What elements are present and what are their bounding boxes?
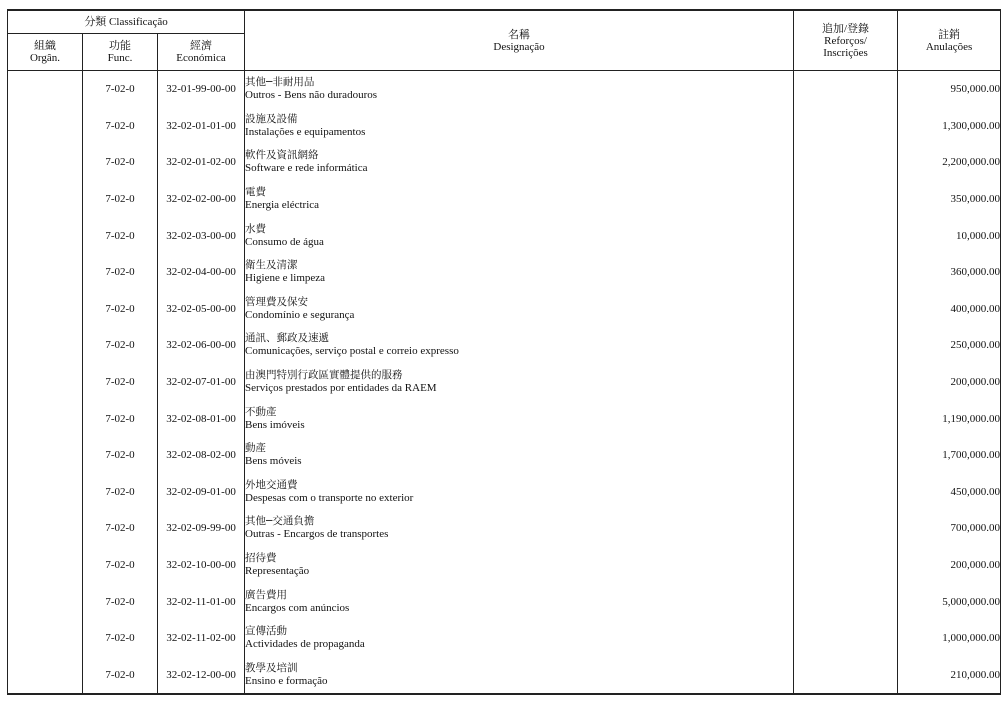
designation-zh: 通訊、郵政及速遞: [245, 332, 330, 345]
designation-cell: [245, 437, 794, 474]
organ-cell: [8, 291, 83, 328]
designation-cell: [245, 400, 794, 437]
table-row: [8, 217, 1001, 254]
designation-pt: Outras - Encargos de transportes: [245, 528, 389, 541]
organ-cell: [8, 364, 83, 401]
table-row: [8, 108, 1001, 145]
func-cell: 7-02-0: [83, 181, 158, 218]
organ-cell: [8, 108, 83, 145]
econ-code-cell: 32-02-01-01-00: [158, 108, 245, 145]
econ-code-cell: 32-02-02-00-00: [158, 181, 245, 218]
econ-code-cell: 32-02-05-00-00: [158, 291, 245, 328]
designation-zh: 其他─交通負擔: [245, 515, 315, 528]
reinforcement-cell: [794, 144, 898, 181]
table-header: [8, 10, 1001, 71]
budget-table: [7, 9, 1001, 695]
designation-cell: [245, 181, 794, 218]
designation-zh: 招待費: [245, 552, 277, 565]
reinforcement-cell: [794, 437, 898, 474]
table-row: [8, 144, 1001, 181]
annulment-amount: 450,000.00: [898, 474, 1001, 511]
reinforcement-cell: [794, 108, 898, 145]
designation-cell: [245, 547, 794, 584]
reinforcement-cell: [794, 620, 898, 657]
func-cell: 7-02-0: [83, 291, 158, 328]
econ-code-cell: 32-02-03-00-00: [158, 217, 245, 254]
econ-header: 經濟 Económica: [158, 34, 245, 71]
designation-cell: [245, 144, 794, 181]
reinforcements-header: 追加/登錄 Reforços/ Inscrições: [794, 10, 898, 71]
organ-cell: [8, 254, 83, 291]
func-cell: 7-02-0: [83, 254, 158, 291]
designation-pt: Bens móveis: [245, 455, 302, 468]
func-cell: 7-02-0: [83, 510, 158, 547]
func-cell: 7-02-0: [83, 364, 158, 401]
econ-code-cell: 32-02-06-00-00: [158, 327, 245, 364]
reinforcement-cell: [794, 657, 898, 695]
designation-pt: Representação: [245, 565, 310, 578]
annulment-amount: 360,000.00: [898, 254, 1001, 291]
designation-pt: Serviços prestados por entidades da RAEM: [245, 382, 437, 395]
organ-cell: [8, 583, 83, 620]
designation-zh: 管理費及保安: [245, 295, 309, 308]
designation-header: 名稱 Designação: [245, 10, 794, 71]
annulment-amount: 1,700,000.00: [898, 437, 1001, 474]
table-body: [8, 71, 1001, 695]
reinforcement-cell: [794, 400, 898, 437]
table-row: [8, 510, 1001, 547]
func-cell: 7-02-0: [83, 71, 158, 108]
organ-cell: [8, 181, 83, 218]
func-cell: 7-02-0: [83, 437, 158, 474]
econ-code-cell: 32-02-01-02-00: [158, 144, 245, 181]
econ-code-cell: 32-02-04-00-00: [158, 254, 245, 291]
classification-header: 分類 Classificação: [8, 10, 245, 34]
designation-pt: Encargos com anúncios: [245, 601, 350, 614]
annulment-amount: 250,000.00: [898, 327, 1001, 364]
designation-zh: 水費: [245, 222, 267, 235]
annulment-amount: 2,200,000.00: [898, 144, 1001, 181]
designation-cell: [245, 620, 794, 657]
designation-cell: [245, 71, 794, 108]
organ-cell: [8, 71, 83, 108]
annulment-amount: 350,000.00: [898, 181, 1001, 218]
designation-cell: [245, 583, 794, 620]
econ-code-cell: 32-02-08-02-00: [158, 437, 245, 474]
annulment-amount: 5,000,000.00: [898, 583, 1001, 620]
annulment-amount: 200,000.00: [898, 547, 1001, 584]
designation-pt: Condomínio e segurança: [245, 308, 355, 321]
table-row: [8, 291, 1001, 328]
designation-pt: Higiene e limpeza: [245, 272, 326, 285]
organ-cell: [8, 657, 83, 695]
designation-cell: [245, 364, 794, 401]
table-row: [8, 474, 1001, 511]
annulment-amount: 10,000.00: [898, 217, 1001, 254]
designation-pt: Bens imóveis: [245, 418, 305, 431]
designation-pt: Instalações e equipamentos: [245, 125, 366, 138]
designation-pt: Consumo de água: [245, 235, 324, 248]
econ-code-cell: 32-02-11-02-00: [158, 620, 245, 657]
reinforcement-cell: [794, 291, 898, 328]
annulment-amount: 1,190,000.00: [898, 400, 1001, 437]
func-cell: 7-02-0: [83, 327, 158, 364]
func-cell: 7-02-0: [83, 620, 158, 657]
annulment-amount: 400,000.00: [898, 291, 1001, 328]
organ-cell: [8, 547, 83, 584]
designation-zh: 衛生及清潔: [245, 259, 298, 272]
econ-code-cell: 32-01-99-00-00: [158, 71, 245, 108]
annulment-amount: 1,000,000.00: [898, 620, 1001, 657]
designation-zh: 電費: [245, 186, 267, 199]
table-row: [8, 620, 1001, 657]
table-row: [8, 71, 1001, 108]
designation-cell: [245, 327, 794, 364]
table-row: [8, 657, 1001, 695]
reinforcement-cell: [794, 327, 898, 364]
annulment-amount: 210,000.00: [898, 657, 1001, 695]
annulment-amount: 700,000.00: [898, 510, 1001, 547]
organ-cell: [8, 217, 83, 254]
func-cell: 7-02-0: [83, 657, 158, 695]
designation-cell: [245, 474, 794, 511]
designation-cell: [245, 657, 794, 695]
table-row: [8, 547, 1001, 584]
designation-zh: 不動產: [245, 405, 277, 418]
annulment-amount: 950,000.00: [898, 71, 1001, 108]
designation-pt: Despesas com o transporte no exterior: [245, 491, 414, 504]
designation-zh: 其他─非耐用品: [245, 76, 315, 89]
organ-cell: [8, 144, 83, 181]
reinforcement-cell: [794, 181, 898, 218]
econ-code-cell: 32-02-10-00-00: [158, 547, 245, 584]
annulments-header: 註銷 Anulações: [898, 10, 1001, 71]
func-cell: 7-02-0: [83, 217, 158, 254]
func-cell: 7-02-0: [83, 144, 158, 181]
func-cell: 7-02-0: [83, 474, 158, 511]
econ-code-cell: 32-02-08-01-00: [158, 400, 245, 437]
organ-cell: [8, 327, 83, 364]
designation-zh: 設施及設備: [245, 112, 298, 125]
func-cell: 7-02-0: [83, 547, 158, 584]
designation-zh: 教學及培訓: [245, 661, 298, 674]
designation-zh: 宣傳活動: [245, 625, 288, 638]
organ-cell: [8, 474, 83, 511]
table-row: [8, 583, 1001, 620]
econ-code-cell: 32-02-11-01-00: [158, 583, 245, 620]
designation-pt: Energia eléctrica: [245, 199, 320, 212]
reinforcement-cell: [794, 217, 898, 254]
designation-zh: 動產: [245, 442, 267, 455]
reinforcement-cell: [794, 510, 898, 547]
organ-cell: [8, 400, 83, 437]
organ-header: 組織 Orgân.: [8, 34, 83, 71]
designation-pt: Actividades de propaganda: [245, 638, 365, 651]
reinforcement-cell: [794, 364, 898, 401]
econ-code-cell: 32-02-07-01-00: [158, 364, 245, 401]
table-row: [8, 181, 1001, 218]
designation-zh: 外地交通費: [245, 478, 298, 491]
designation-pt: Comunicações, serviço postal e correio expresso: [245, 345, 459, 358]
designation-cell: [245, 291, 794, 328]
table-row: [8, 364, 1001, 401]
designation-zh: 軟件及資訊網絡: [245, 149, 319, 162]
econ-code-cell: 32-02-09-99-00: [158, 510, 245, 547]
reinforcement-cell: [794, 547, 898, 584]
func-cell: 7-02-0: [83, 400, 158, 437]
designation-cell: [245, 108, 794, 145]
func-header: 功能 Func.: [83, 34, 158, 71]
econ-code-cell: 32-02-09-01-00: [158, 474, 245, 511]
reinforcement-cell: [794, 583, 898, 620]
func-cell: 7-02-0: [83, 108, 158, 145]
annulment-amount: 1,300,000.00: [898, 108, 1001, 145]
organ-cell: [8, 510, 83, 547]
organ-cell: [8, 620, 83, 657]
designation-zh: 由澳門特別行政區實體提供的服務: [245, 369, 403, 382]
econ-code-cell: 32-02-12-00-00: [158, 657, 245, 695]
reinforcement-cell: [794, 71, 898, 108]
designation-cell: [245, 510, 794, 547]
table-row: [8, 437, 1001, 474]
designation-pt: Ensino e formação: [245, 674, 328, 687]
designation-pt: Outros - Bens não duradouros: [245, 89, 378, 102]
designation-pt: Software e rede informática: [245, 162, 368, 175]
table-row: [8, 327, 1001, 364]
designation-cell: [245, 254, 794, 291]
designation-cell: [245, 217, 794, 254]
table-row: [8, 400, 1001, 437]
reinforcement-cell: [794, 254, 898, 291]
reinforcement-cell: [794, 474, 898, 511]
designation-zh: 廣告費用: [245, 588, 288, 601]
func-cell: 7-02-0: [83, 583, 158, 620]
table-row: [8, 254, 1001, 291]
annulment-amount: 200,000.00: [898, 364, 1001, 401]
organ-cell: [8, 437, 83, 474]
